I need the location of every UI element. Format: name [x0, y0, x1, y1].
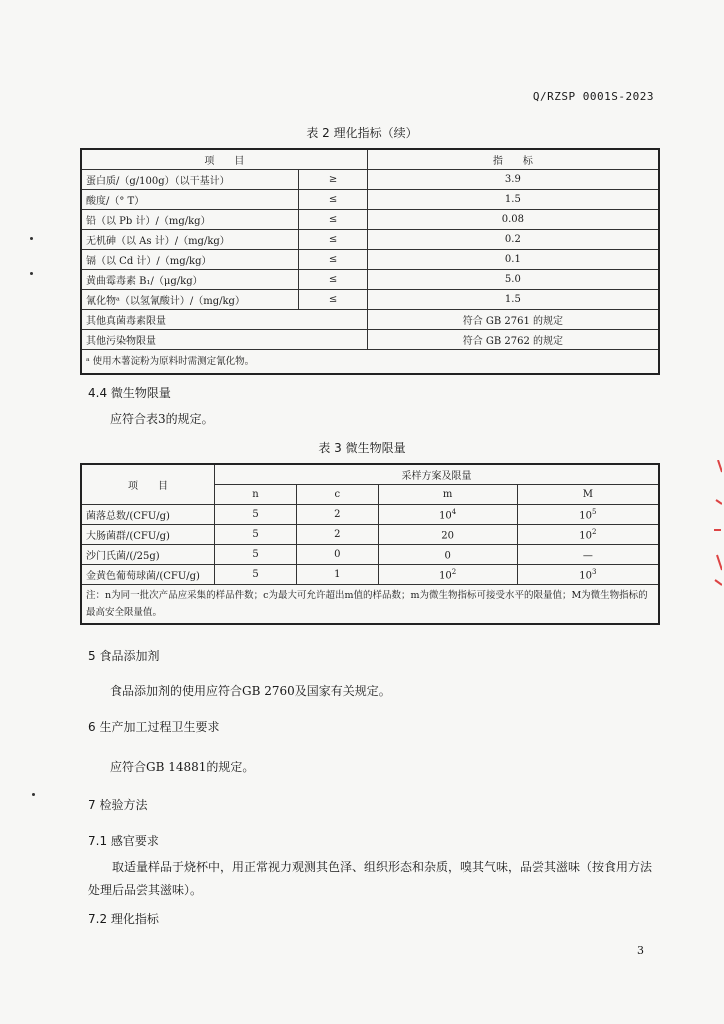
table2-footnote-row	[81, 350, 659, 375]
table2-item: 其他污染物限量	[81, 330, 367, 350]
table2-operator: ≤	[299, 270, 367, 290]
table2-row	[81, 170, 659, 190]
scan-speck	[30, 237, 33, 240]
table3-M	[517, 525, 659, 545]
table2-operator: ≤	[299, 190, 367, 210]
table3-row	[81, 565, 659, 585]
table2-row	[81, 310, 659, 330]
table2-item: 氰化物ᵃ（以氢氰酸计）/（mg/kg）	[81, 290, 299, 310]
table3-m-base: 10	[439, 510, 452, 522]
table3-caption: 表 3 微生物限量	[318, 441, 406, 455]
table2-value: 1.5	[367, 190, 659, 210]
table2-operator: ≤	[299, 230, 367, 250]
table3-M	[517, 545, 659, 565]
table3-row	[81, 525, 659, 545]
table3-m	[378, 545, 517, 565]
table3-item: 菌落总数/(CFU/g)	[81, 505, 215, 525]
table2-item: 镉（以 Cd 计）/（mg/kg）	[81, 250, 299, 270]
table3-M-exponent: 5	[591, 507, 597, 516]
scan-speck	[32, 793, 35, 796]
table2-operator: ≤	[299, 250, 367, 270]
table2-operator: ≤	[299, 290, 367, 310]
table2-row	[81, 330, 659, 350]
section-7-1-title: 7.1 感官要求	[88, 834, 159, 848]
table2-item: 无机砷（以 As 计）/（mg/kg）	[81, 230, 299, 250]
table3-header-item: 项 目	[81, 464, 215, 505]
table3-sub-n: n	[215, 485, 297, 505]
table2-item: 酸度/（° T）	[81, 190, 299, 210]
table3-m	[378, 565, 517, 585]
table2-header-index: 指 标	[367, 149, 659, 170]
table3-sub-c: c	[297, 485, 379, 505]
table3-c: 0	[297, 545, 379, 565]
table2-caption: 表 2 理化指标（续）	[306, 126, 418, 140]
table2-footnote: ᵃ 使用木薯淀粉为原料时需测定氰化物。	[81, 350, 659, 375]
table3-header-group: 采样方案及限量	[215, 464, 660, 485]
table2-value: 0.1	[367, 250, 659, 270]
table3-c: 2	[297, 525, 379, 545]
table3-c: 2	[297, 505, 379, 525]
table2-item: 蛋白质/（g/100g）（以干基计）	[81, 170, 299, 190]
table3-n: 5	[215, 565, 297, 585]
table3-note-row	[81, 585, 659, 625]
table3-n: 5	[215, 505, 297, 525]
table3-M-base: —	[582, 550, 593, 562]
table3-M-base: 10	[579, 530, 592, 542]
table2-row	[81, 210, 659, 230]
table2-value: 符合 GB 2761 的规定	[367, 310, 659, 330]
table3-m	[378, 505, 517, 525]
table2-item: 其他真菌毒素限量	[81, 310, 367, 330]
table3-row	[81, 545, 659, 565]
scan-speck	[30, 272, 33, 275]
section-7-1-text: 取适量样品于烧杯中，用正常视力观测其色泽、组织形态和杂质，嗅其气味，品尝其滋味（按食用方法处理后品尝其滋味）。	[88, 860, 653, 897]
table2-item: 铅（以 Pb 计）/（mg/kg）	[81, 210, 299, 230]
page-number: 3	[637, 944, 644, 957]
table2-header-item: 项 目	[81, 149, 367, 170]
table3-note: 注：n为同一批次产品应采集的样品件数；c为最大可允许超出m值的样品数；m为微生物指标可接受水平的限量值；M为微生物指标的最高安全限量值。	[81, 585, 659, 625]
table3-sub-M: M	[517, 485, 659, 505]
table3-m-exponent: 2	[451, 567, 457, 576]
table2-item: 黄曲霉毒素 B₁/（μg/kg）	[81, 270, 299, 290]
table2-value: 0.2	[367, 230, 659, 250]
table3-m	[378, 525, 517, 545]
table2-row	[81, 270, 659, 290]
table2-value: 3.9	[367, 170, 659, 190]
section-5-title: 5 食品添加剂	[88, 649, 160, 663]
table3-M	[517, 565, 659, 585]
table3	[80, 463, 660, 625]
document-code: Q/RZSP 0001S-2023	[532, 90, 654, 103]
table3-M-exponent: 3	[591, 567, 597, 576]
table3-sub-m: m	[378, 485, 517, 505]
section-7-title: 7 检验方法	[88, 798, 148, 812]
section-6-text: 应符合GB 14881的规定。	[110, 760, 255, 774]
table2-operator: ≥	[299, 170, 367, 190]
section-5-text: 食品添加剂的使用应符合GB 2760及国家有关规定。	[110, 684, 391, 698]
table2-value: 符合 GB 2762 的规定	[367, 330, 659, 350]
table3-M	[517, 505, 659, 525]
table3-M-base: 10	[579, 570, 592, 582]
section-4-4-title: 4.4 微生物限量	[88, 386, 171, 400]
section-7-2-title: 7.2 理化指标	[88, 912, 159, 926]
table2	[80, 148, 660, 375]
red-stamp-edge	[708, 460, 722, 590]
table3-m-base: 20	[441, 530, 455, 542]
table3-m-exponent: 4	[451, 507, 457, 516]
section-6-title: 6 生产加工过程卫生要求	[88, 720, 220, 734]
table2-value: 5.0	[367, 270, 659, 290]
section-4-4-text: 应符合表3的规定。	[110, 412, 214, 426]
table3-row	[81, 505, 659, 525]
table3-m-base: 0	[444, 550, 451, 562]
table3-item: 金黄色葡萄球菌/(CFU/g)	[81, 565, 215, 585]
table3-item: 沙门氏菌/(/25g)	[81, 545, 215, 565]
table3-M-exponent: 2	[591, 527, 597, 536]
table2-row	[81, 250, 659, 270]
table3-item: 大肠菌群/(CFU/g)	[81, 525, 215, 545]
red-stamp-edge-icon	[708, 460, 722, 590]
table3-M-base: 10	[579, 510, 592, 522]
table3-c: 1	[297, 565, 379, 585]
table2-row	[81, 290, 659, 310]
table2-row	[81, 230, 659, 250]
table2-value: 0.08	[367, 210, 659, 230]
table3-m-base: 10	[439, 570, 452, 582]
table2-row	[81, 190, 659, 210]
table3-n: 5	[215, 545, 297, 565]
table2-value: 1.5	[367, 290, 659, 310]
table3-n: 5	[215, 525, 297, 545]
table2-operator: ≤	[299, 210, 367, 230]
